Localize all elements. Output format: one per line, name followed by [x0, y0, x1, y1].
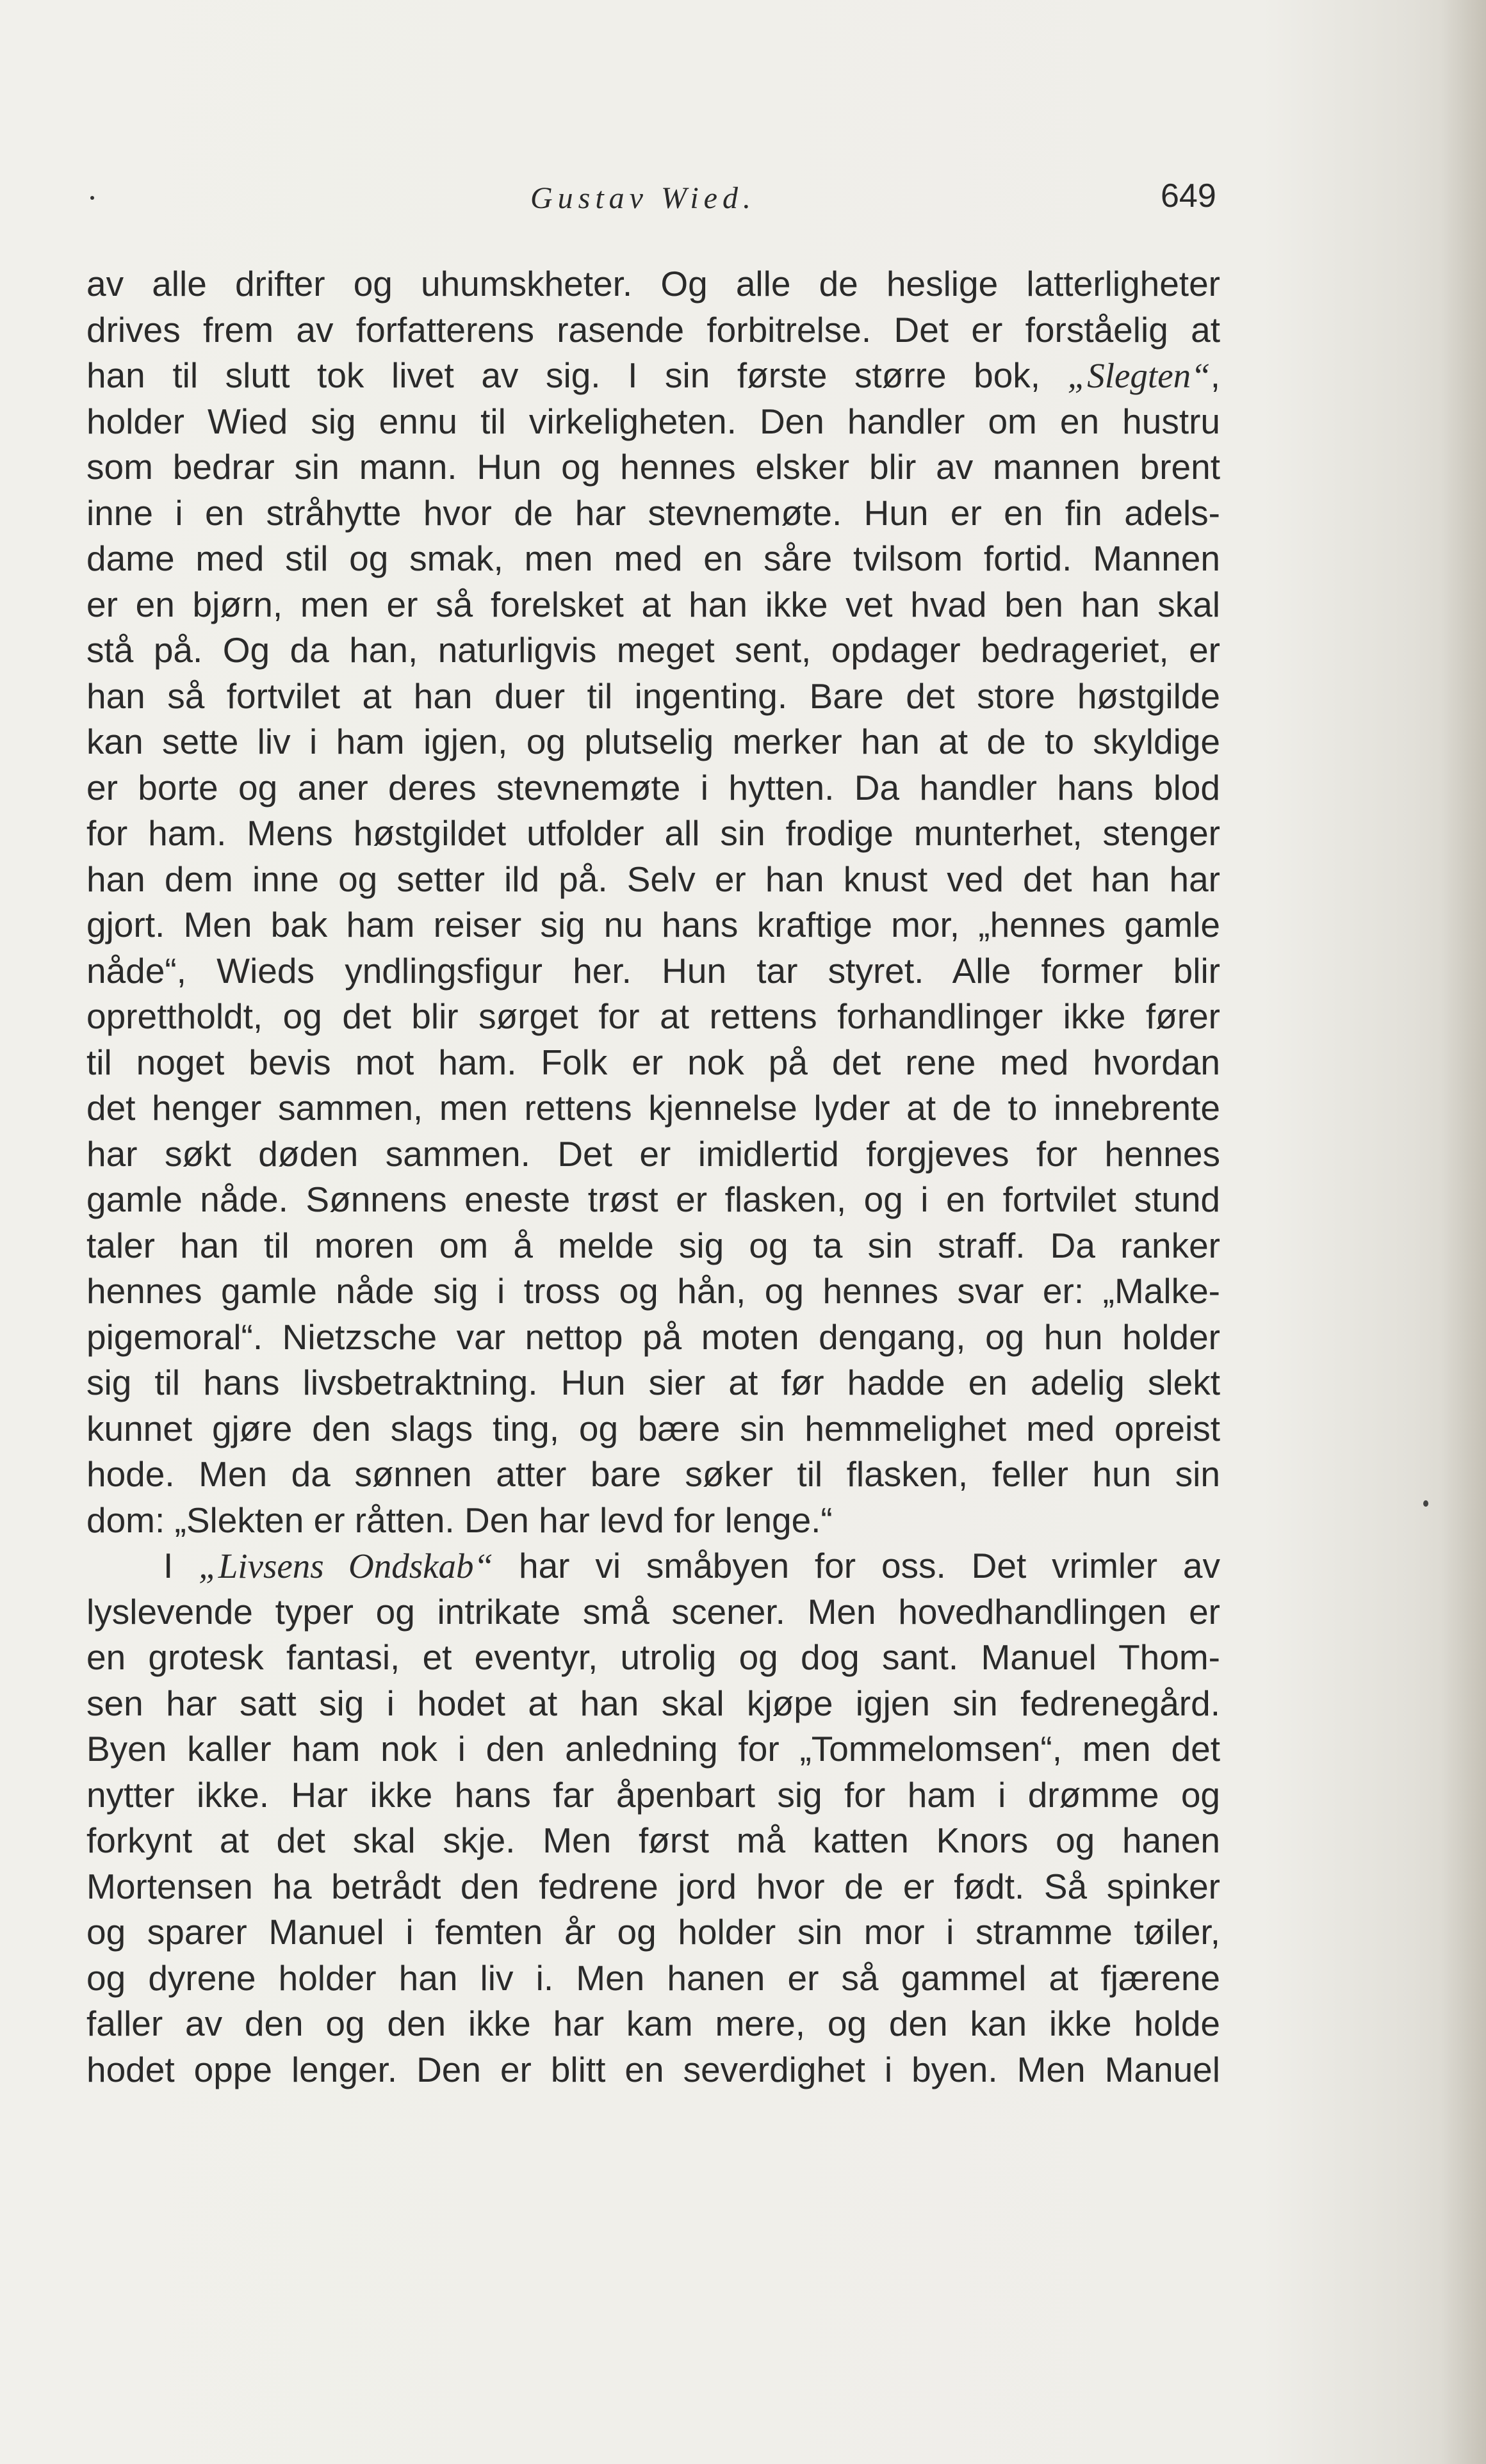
text-segment: I: [163, 1546, 199, 1585]
text-line: faller av den og den ikke har kam mere, og den kan ikke holde: [86, 2004, 1220, 2043]
text-line: nåde“, Wieds yndlingsfigur her. Hun tar styret. Alle former blir: [86, 950, 1220, 991]
text-line: gamle nåde. Sønnens eneste trøst er flasken, og i en fortvilet stund: [86, 1179, 1220, 1219]
text-line: av alle drifter og uhumskheter. Og alle de heslige latterligheter: [86, 264, 1220, 304]
text-line: en grotesk fantasi, et eventyr, utrolig og dog sant. Manuel Thom-: [86, 1637, 1220, 1677]
page-number: 649: [1161, 177, 1216, 215]
text-line: forkynt at det skal skje. Men først må katten Knors og hanen: [86, 1820, 1220, 1860]
text-line: dom: „Slekten er råtten. Den har levd for lenge.“: [86, 1500, 833, 1540]
text-line: gjort. Men bak ham reiser sig nu hans kraftige mor, „hennes gamle: [86, 905, 1220, 944]
text-line: oprettholdt, og det blir sørget for at rettens forhandlinger ikke fører: [86, 996, 1220, 1036]
text-line: har søkt døden sammen. Det er imidlertid forgjeves for hennes: [86, 1133, 1220, 1174]
text-line: Byen kaller ham nok i den anledning for „Tommelomsen“, men det: [86, 1729, 1220, 1769]
text-line: drives frem av forfatterens rasende forbitrelse. Det er forståelig at: [86, 309, 1220, 350]
text-line: holder Wied sig ennu til virkeligheten. Den handler om en hustru: [86, 401, 1220, 441]
text-line: det henger sammen, men rettens kjennelse lyder at de to innebrente: [86, 1088, 1220, 1128]
print-speck: [1423, 1500, 1428, 1507]
text-line: lyslevende typer og intrikate små scener. Men hovedhandlingen er: [86, 1591, 1220, 1632]
text-line: er borte og aner deres stevnemøte i hytten. Da handler hans blod: [86, 767, 1220, 807]
running-title: Gustav Wied.: [530, 181, 756, 215]
text-line: [86, 1543, 1220, 1589]
text-line: sig til hans livsbetraktning. Hun sier at før hadde en adelig slekt: [86, 1363, 1220, 1402]
text-line: som bedrar sin mann. Hun og hennes elsker blir av mannen brent: [86, 447, 1220, 487]
page-edge-shadow: [1441, 0, 1486, 2464]
text-segment: ,: [1210, 355, 1220, 395]
text-line: til noget bevis mot ham. Folk er nok på det rene med hvordan: [86, 1042, 1220, 1082]
text-line: han dem inne og setter ild på. Selv er han knust ved det han har: [86, 859, 1220, 899]
text-line: kan sette liv i ham igjen, og plutselig merker han at de to skyldige: [86, 722, 1220, 761]
body-text: [86, 261, 1220, 2093]
text-segment: har vi småbyen for oss. Det vrimler av: [493, 1546, 1220, 1585]
text-line: og dyrene holder han liv i. Men hanen er så gammel at fjærene: [86, 1957, 1220, 1998]
text-line: stå på. Og da han, naturligvis meget sent, opdager bedrageriet, er: [86, 630, 1220, 670]
page-header: [0, 177, 1486, 232]
text-line: Mortensen ha betrådt den fedrene jord hvor de er født. Så spinker: [86, 1866, 1220, 1906]
text-line: inne i en stråhytte hvor de har stevnemøte. Hun er en fin adels-: [86, 492, 1220, 533]
book-title: „Slegten“: [1067, 356, 1211, 395]
text-line: nytter ikke. Har ikke hans far åpenbart sig for ham i drømme og: [86, 1774, 1220, 1815]
text-line: er en bjørn, men er så forelsket at han ikke vet hvad ben han skal: [86, 584, 1220, 624]
text-line: for ham. Mens høstgildet utfolder all sin frodige munterhet, stenger: [86, 813, 1220, 853]
text-line: [86, 353, 1220, 399]
text-line: taler han til moren om å melde sig og ta sin straff. Da ranker: [86, 1225, 1220, 1265]
book-title: „Livsens Ondskab“: [199, 1546, 494, 1585]
text-segment: han til slutt tok livet av sig. I sin første større bok,: [86, 355, 1068, 395]
text-line: kunnet gjøre den slags ting, og bære sin hemmelighet med opreist: [86, 1408, 1220, 1448]
text-line: pigemoral“. Nietzsche var nettop på moten dengang, og hun holder: [86, 1317, 1220, 1357]
text-line: hennes gamle nåde sig i tross og hån, og hennes svar er: „Malke-: [86, 1271, 1220, 1311]
text-line: han så fortvilet at han duer til ingenting. Bare det store høstgilde: [86, 676, 1220, 716]
text-line: hode. Men da sønnen atter bare søker til flasken, feller hun sin: [86, 1454, 1220, 1494]
text-line: dame med stil og smak, men med en såre tvilsom fortid. Mannen: [86, 539, 1220, 578]
text-line: og sparer Manuel i femten år og holder sin mor i stramme tøiler,: [86, 1912, 1220, 1952]
text-line: sen har satt sig i hodet at han skal kjøpe igjen sin fedrenegård.: [86, 1683, 1220, 1723]
text-line: hodet oppe lenger. Den er blitt en severdighet i byen. Men Manuel: [86, 2049, 1220, 2089]
